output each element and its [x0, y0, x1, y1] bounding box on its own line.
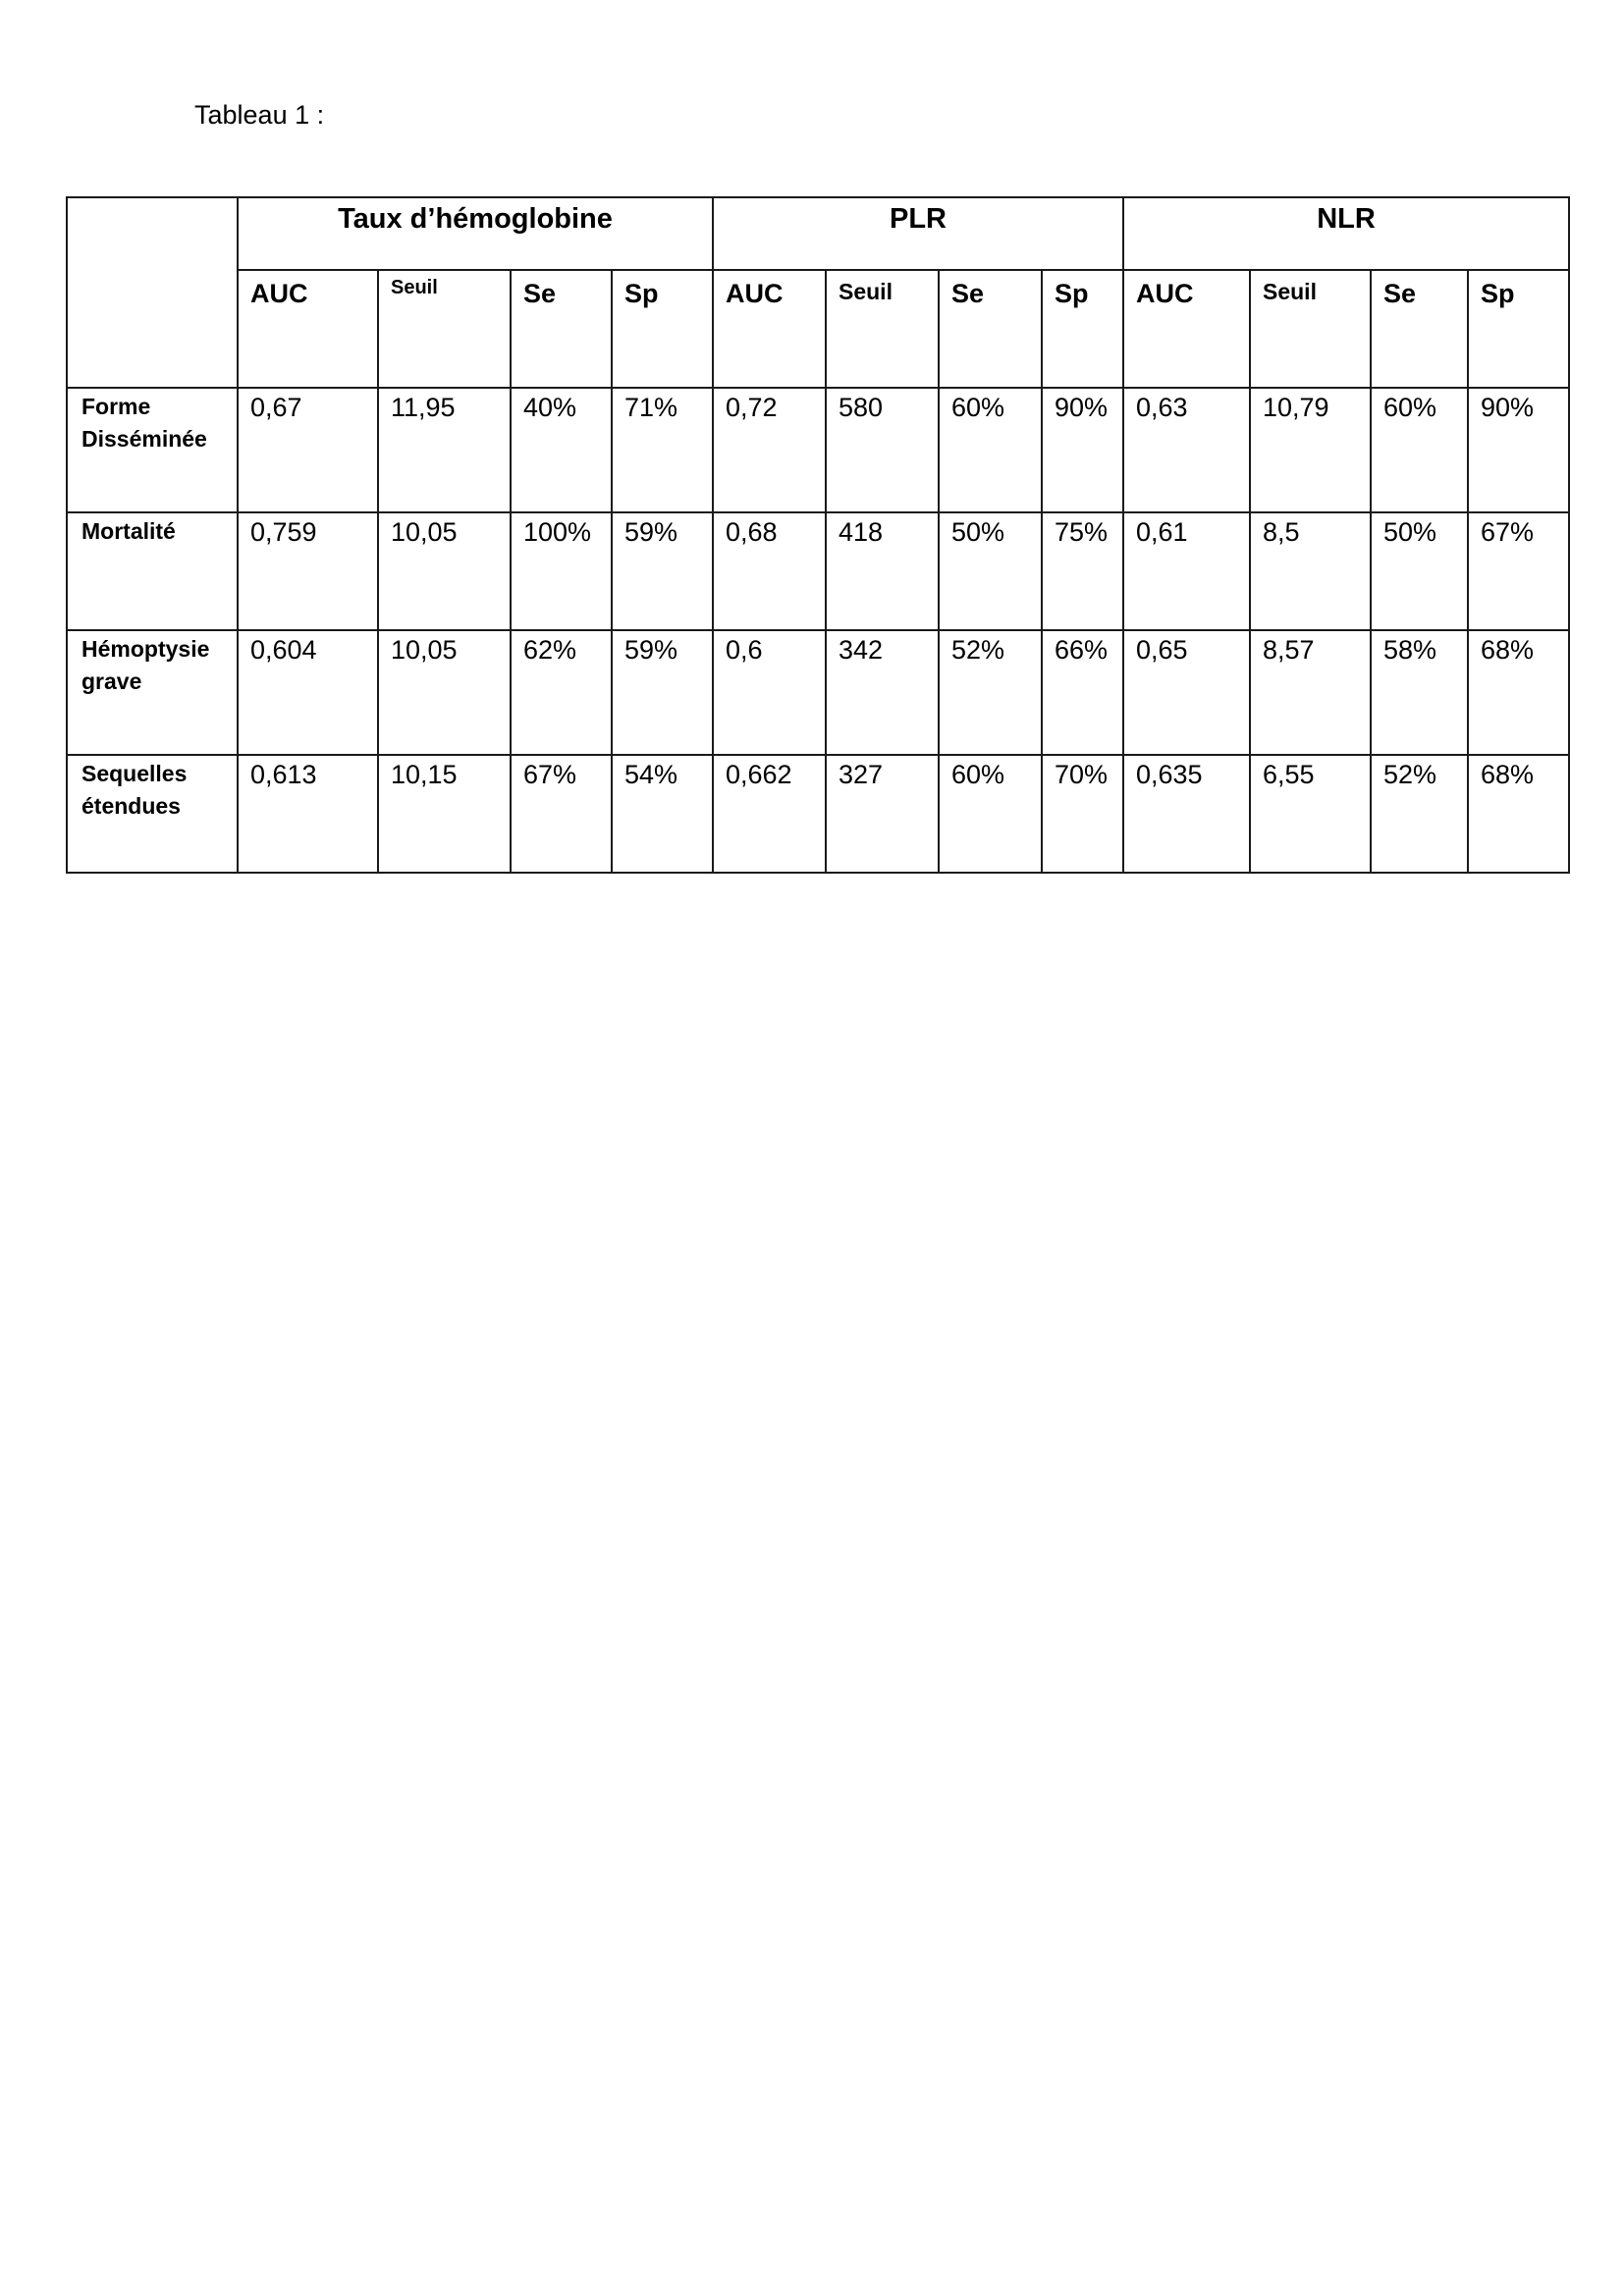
- cell-value: 68%: [1468, 755, 1569, 873]
- cell-value: 0,61: [1123, 512, 1250, 630]
- cell-value: 0,759: [238, 512, 378, 630]
- cell-value: 0,613: [238, 755, 378, 873]
- group-header-plr: PLR: [713, 197, 1123, 270]
- cell-value: 40%: [511, 388, 612, 512]
- group-header-row: [67, 197, 1569, 270]
- row-label-line: Forme: [81, 394, 151, 419]
- table-row: [67, 388, 1569, 512]
- sub-header-sp: Sp: [612, 270, 713, 388]
- table-row: [67, 755, 1569, 873]
- cell-value: 70%: [1042, 755, 1123, 873]
- cell-value: 60%: [939, 755, 1042, 873]
- cell-value: 0,65: [1123, 630, 1250, 755]
- cell-value: 8,5: [1250, 512, 1371, 630]
- cell-value: 62%: [511, 630, 612, 755]
- sub-header-auc: AUC: [713, 270, 826, 388]
- cell-value: 50%: [1371, 512, 1468, 630]
- sub-header-se: Se: [511, 270, 612, 388]
- cell-value: 0,63: [1123, 388, 1250, 512]
- cell-value: 75%: [1042, 512, 1123, 630]
- cell-value: 11,95: [378, 388, 511, 512]
- sub-header-se: Se: [939, 270, 1042, 388]
- sub-header-auc: AUC: [238, 270, 378, 388]
- cell-value: 58%: [1371, 630, 1468, 755]
- cell-value: 54%: [612, 755, 713, 873]
- cell-value: 8,57: [1250, 630, 1371, 755]
- cell-value: 0,635: [1123, 755, 1250, 873]
- results-table: [66, 196, 1570, 874]
- row-label: [67, 512, 238, 630]
- cell-value: 71%: [612, 388, 713, 512]
- cell-value: 10,05: [378, 630, 511, 755]
- row-label-line: grave: [81, 668, 142, 694]
- sub-header-se: Se: [1371, 270, 1468, 388]
- cell-value: 6,55: [1250, 755, 1371, 873]
- row-label-line: Mortalité: [81, 518, 176, 544]
- table-row: [67, 630, 1569, 755]
- cell-value: 52%: [939, 630, 1042, 755]
- cell-value: 67%: [1468, 512, 1569, 630]
- table-caption: Tableau 1 :: [194, 100, 325, 130]
- row-label: [67, 755, 238, 873]
- row-label-line: étendues: [81, 793, 181, 819]
- cell-value: 10,05: [378, 512, 511, 630]
- sub-header-row: [67, 270, 1569, 388]
- cell-value: 0,68: [713, 512, 826, 630]
- sub-header-seuil: Seuil: [826, 270, 939, 388]
- corner-cell: [67, 197, 238, 388]
- cell-value: 68%: [1468, 630, 1569, 755]
- cell-value: 327: [826, 755, 939, 873]
- cell-value: 90%: [1468, 388, 1569, 512]
- cell-value: 342: [826, 630, 939, 755]
- cell-value: 418: [826, 512, 939, 630]
- cell-value: 0,72: [713, 388, 826, 512]
- cell-value: 0,604: [238, 630, 378, 755]
- table-row: [67, 512, 1569, 630]
- cell-value: 50%: [939, 512, 1042, 630]
- cell-value: 59%: [612, 630, 713, 755]
- cell-value: 66%: [1042, 630, 1123, 755]
- row-label-line: Disséminée: [81, 426, 207, 452]
- cell-value: 60%: [1371, 388, 1468, 512]
- sub-header-seuil: Seuil: [378, 270, 511, 388]
- row-label-line: Sequelles: [81, 761, 188, 786]
- row-label-line: Hémoptysie: [81, 636, 210, 662]
- row-label: [67, 388, 238, 512]
- cell-value: 10,15: [378, 755, 511, 873]
- cell-value: 0,662: [713, 755, 826, 873]
- row-label: [67, 630, 238, 755]
- cell-value: 100%: [511, 512, 612, 630]
- sub-header-auc: AUC: [1123, 270, 1250, 388]
- cell-value: 60%: [939, 388, 1042, 512]
- cell-value: 59%: [612, 512, 713, 630]
- cell-value: 0,6: [713, 630, 826, 755]
- cell-value: 10,79: [1250, 388, 1371, 512]
- cell-value: 90%: [1042, 388, 1123, 512]
- group-header-nlr: NLR: [1123, 197, 1569, 270]
- sub-header-sp: Sp: [1468, 270, 1569, 388]
- sub-header-sp: Sp: [1042, 270, 1123, 388]
- group-header-hemoglobine: Taux d’hémoglobine: [238, 197, 713, 270]
- cell-value: 0,67: [238, 388, 378, 512]
- cell-value: 67%: [511, 755, 612, 873]
- cell-value: 52%: [1371, 755, 1468, 873]
- sub-header-seuil: Seuil: [1250, 270, 1371, 388]
- cell-value: 580: [826, 388, 939, 512]
